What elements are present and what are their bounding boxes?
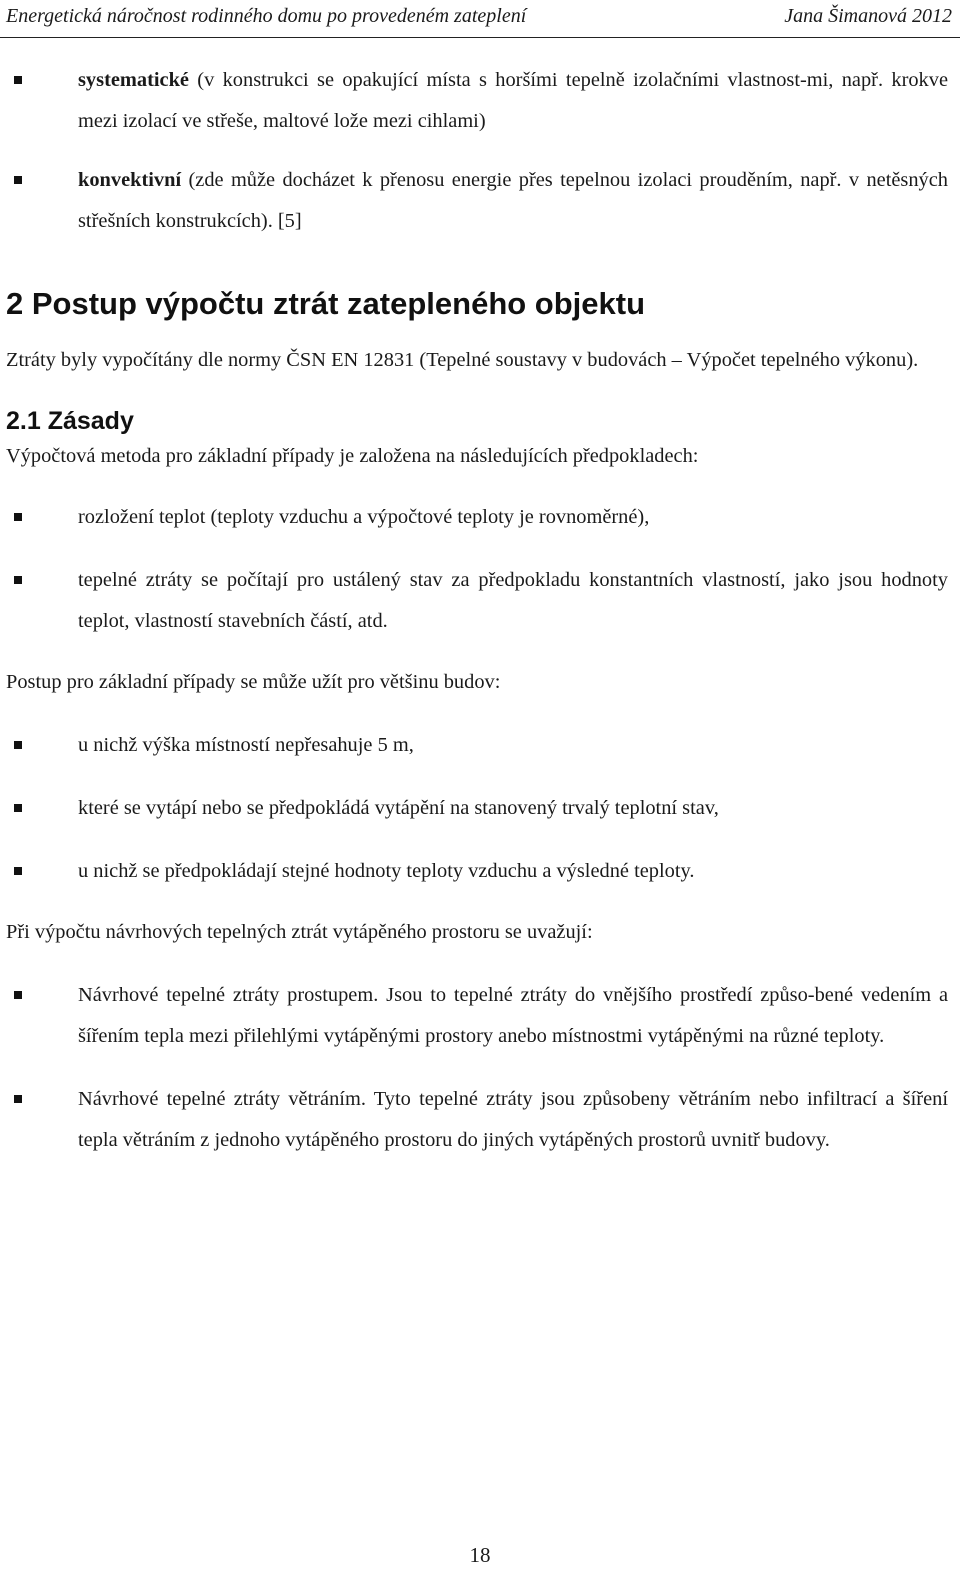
bullet-square-icon	[14, 741, 22, 749]
page-number: 18	[469, 1543, 491, 1567]
intro-bullet-list	[6, 60, 948, 242]
buildings-intro: Postup pro základní případy se může užít pro většinu budov:	[6, 671, 501, 693]
bullet-square-icon	[14, 76, 22, 84]
list-item	[6, 1079, 948, 1161]
bullet-square-icon	[14, 576, 22, 584]
bullet-square-icon	[14, 513, 22, 521]
list-item	[6, 725, 948, 766]
bullet-square-icon	[14, 176, 22, 184]
bullet-square-icon	[14, 804, 22, 812]
page-header	[0, 0, 960, 38]
list-item-text: Návrhové tepelné ztráty větráním. Tyto tepelné ztráty jsou způsobeny větráním nebo infiltrací a šíření tepla větráním z jednoho vytápěného prostoru do jiných vytápěných prostorů uvnitř budovy.	[78, 1088, 948, 1151]
buildings-list	[6, 725, 948, 892]
list-item	[6, 160, 948, 242]
losses-list	[6, 975, 948, 1161]
subsection-heading: 2.1 Zásady	[6, 407, 134, 435]
list-item-text: (v konstrukci se opakující místa s horšími tepelně izolačními vlastnost-mi, např. krokve mezi izolací ve střeše, maltové lože mezi cihlami)	[78, 69, 948, 132]
bullet-square-icon	[14, 867, 22, 875]
section-paragraph: Ztráty byly vypočítány dle normy ČSN EN 12831 (Tepelné soustavy v budovách – Výpočet tepelného výkonu).	[6, 349, 919, 371]
list-item-text: Návrhové tepelné ztráty prostupem. Jsou to tepelné ztráty do vnějšího prostředí způso-bené vedením a šířením tepla mezi přilehlými vytápěnými prostory anebo místnostmi vytápěnými na různé teploty.	[78, 984, 948, 1047]
bullet-square-icon	[14, 991, 22, 999]
assumptions-list	[6, 497, 948, 642]
section-heading: 2 Postup výpočtu ztrát zatepleného objektu	[6, 286, 646, 321]
list-item-text: u nichž výška místností nepřesahuje 5 m,	[78, 734, 414, 756]
page-content	[6, 60, 948, 1161]
list-item-text: (zde může docházet k přenosu energie přes tepelnou izolaci prouděním, např. v netěsných střešních konstrukcích). [5]	[78, 169, 948, 232]
list-item	[6, 60, 948, 142]
list-item	[6, 975, 948, 1057]
header-title: Energetická náročnost rodinného domu po provedeném zateplení	[6, 5, 527, 27]
losses-intro: Při výpočtu návrhových tepelných ztrát vytápěného prostoru se uvažují:	[6, 921, 593, 943]
list-item	[6, 788, 948, 829]
list-item	[6, 497, 948, 538]
assumptions-intro: Výpočtová metoda pro základní případy je založena na následujících předpokladech:	[6, 445, 699, 467]
list-item-text: u nichž se předpokládají stejné hodnoty teploty vzduchu a výsledné teploty.	[78, 860, 695, 882]
header-author-year: Jana Šimanová 2012	[784, 5, 952, 27]
list-item-bold: konvektivní	[78, 169, 182, 191]
list-item-bold: systematické	[78, 69, 189, 91]
list-item-text: které se vytápí nebo se předpokládá vytápění na stanovený trvalý teplotní stav,	[78, 797, 719, 819]
list-item-text: rozložení teplot (teploty vzduchu a výpočtové teploty je rovnoměrné),	[78, 506, 650, 528]
list-item-text: tepelné ztráty se počítají pro ustálený stav za předpokladu konstantních vlastností, jako jsou hodnoty teplot, vlastností stavebních částí, atd.	[78, 569, 948, 632]
list-item	[6, 851, 948, 892]
list-item	[6, 560, 948, 642]
bullet-square-icon	[14, 1095, 22, 1103]
